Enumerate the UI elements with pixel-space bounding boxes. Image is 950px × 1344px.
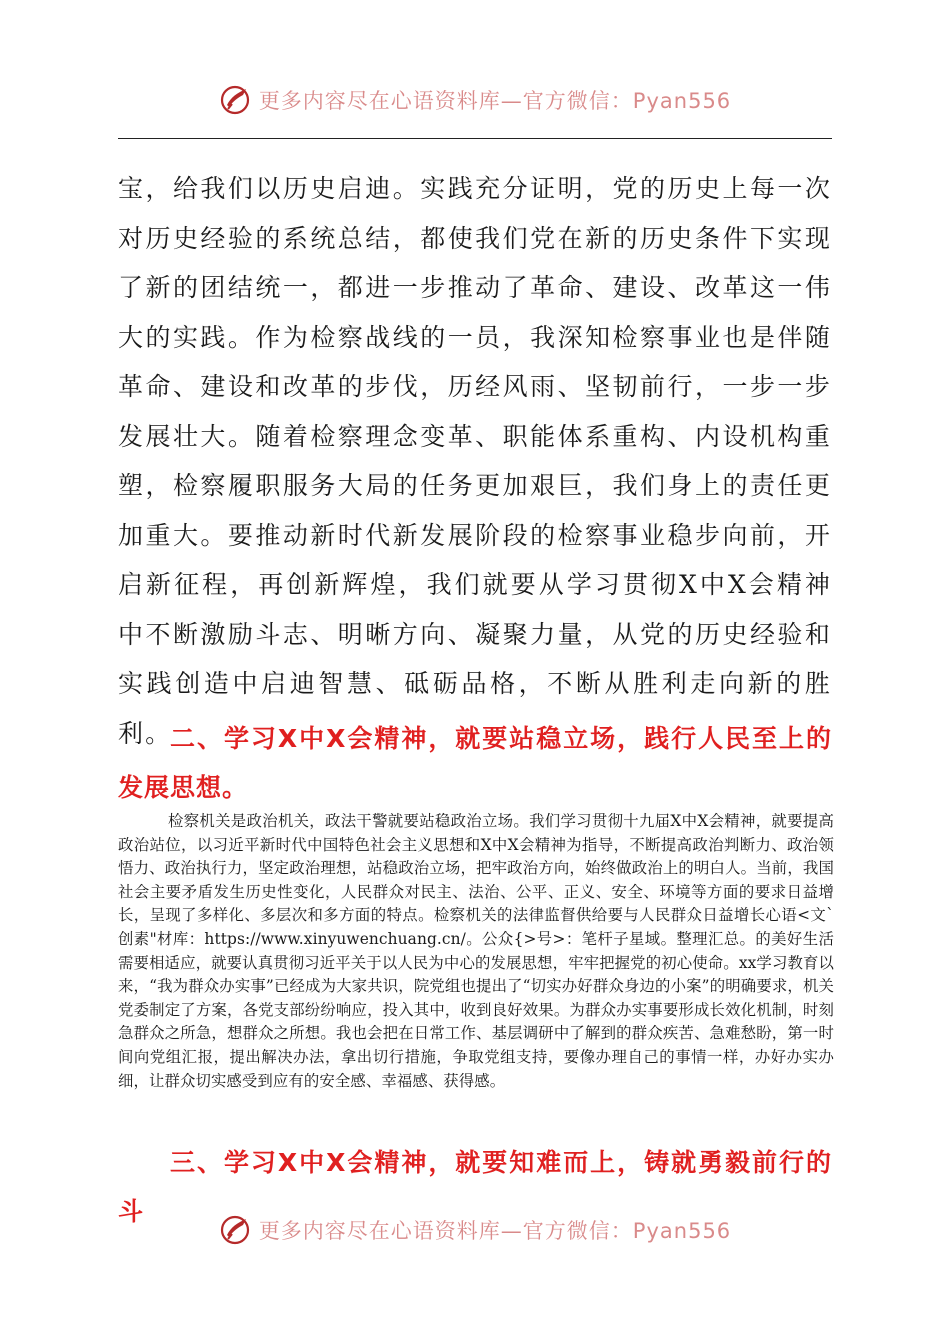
footer-banner bbox=[0, 1208, 950, 1252]
pen-logo-icon bbox=[219, 1213, 253, 1247]
header-banner bbox=[0, 78, 950, 122]
header-banner-text: 更多内容尽在心语资料库—官方微信：Pyan556 bbox=[258, 89, 732, 113]
section-heading-2: 二、学习X中X会精神，就要站稳立场，践行人民至上的发展思想。 bbox=[118, 724, 832, 802]
pen-logo-icon bbox=[219, 83, 253, 117]
section-heading-3: 三、学习X中X会精神，就要知难而上，铸就勇毅前行的斗 bbox=[118, 1148, 832, 1226]
footer-banner-text: 更多内容尽在心语资料库—官方微信：Pyan556 bbox=[258, 1219, 732, 1243]
header-divider bbox=[118, 138, 832, 139]
body-paragraph-main: 宝，给我们以历史启迪。实践充分证明，党的历史上每一次对历史经验的系统总结，都使我们党在新的历史条件下实现了新的团结统一，都进一步推动了革命、建设、改革这一伟大的实践。作为检察战线的一员，我深知检察事业也是伴随革命、建设和改革的步伐，历经风雨、坚韧前行，一步一步发展壮大。随着检察理念变革、职能体系重构、内设机构重塑，检察履职服务大局的任务更加艰巨，我们身上的责任更加重大。要推动新时代新发展阶段的检察事业稳步向前，开启新征程，再创新辉煌，我们就要从学习贯彻X中X会精神中不断激励斗志、明晰方向、凝聚力量，从党的历史经验和实践创造中启迪智慧、砥砺品格，不断从胜利走向新的胜利。 bbox=[118, 174, 832, 748]
body-paragraph-2: 检察机关是政治机关，政法干警就要站稳政治立场。我们学习贯彻十九届X中X会精神，就要提高政治站位，以习近平新时代中国特色社会主义思想和X中X会精神为指导，不断提高政治判断力、政治领悟力、政治执行力，坚定政治理想，站稳政治立场，把牢政治方向，始终做政治上的明白人。当前，我国社会主要矛盾发生历史性变化，人民群众对民主、法治、公平、正义、安全、环境等方面的要求日益增长，呈现了多样化、多层次和多方面的特点。检察机关的法律监督供给要与人民群众日益增长心语<文`创素"材库：https://www.xinyuwenchuang.cn/。公众{>号>：笔杆子星域。整理汇总。的美好生活需要相适应，就要认真贯彻习近平关于以人民为中心的发展思想，牢牢把握党的初心使命。xx学习教育以来，“我为群众办实事”已经成为大家共识，院党组也提出了“切实办好群众身边的小案”的明确要求，机关党委制定了方案，各党支部纷纷响应，投入其中，收到良好效果。为群众办实事要形成长效化机制，时刻急群众之所急，想群众之所想。我也会把在日常工作、基层调研中了解到的群众疾苦、急难愁盼，第一时间向党组汇报，提出解决办法，拿出切行措施，争取党组支持，要像办理自己的事情一样，办好办实办细，让群众切实感受到应有的安全感、幸福感、获得感。 bbox=[118, 812, 834, 1090]
